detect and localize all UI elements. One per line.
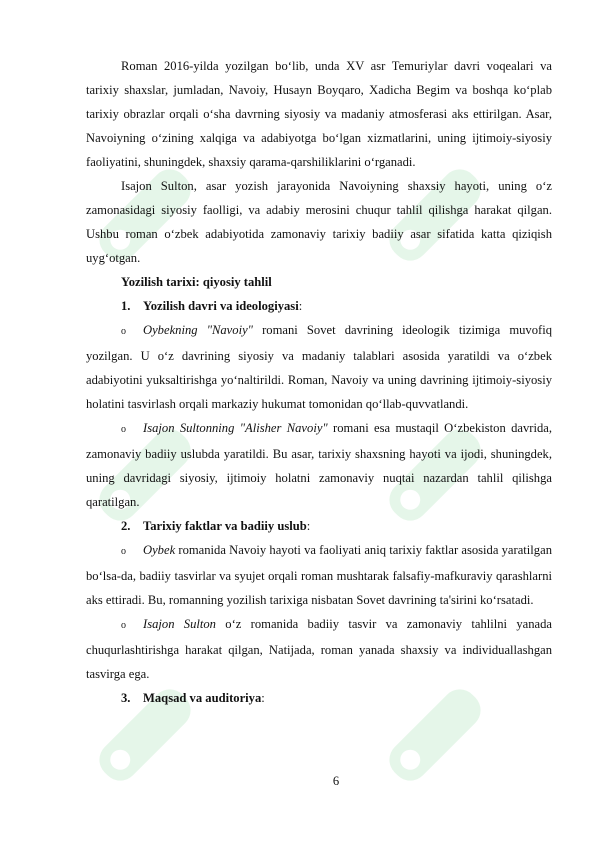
bullet-emphasis: Oybekning "Navoiy" — [143, 323, 253, 337]
bullet-emphasis: Isajon Sultonning "Alisher Navoiy" — [143, 421, 328, 435]
page-number: 6 — [332, 774, 340, 788]
item-colon: : — [261, 691, 265, 705]
bullet-paragraph — [86, 416, 552, 514]
item-title: Maqsad va auditoriya — [143, 691, 262, 705]
item-number: 3. — [121, 691, 131, 705]
bullet-paragraph — [86, 612, 552, 686]
bullet-paragraph — [86, 538, 552, 612]
item-title: Yozilish davri va ideologiyasi — [143, 299, 299, 313]
bullet-icon: o — [121, 620, 126, 631]
item-title: Tarixiy faktlar va badiiy uslub — [143, 519, 307, 533]
numbered-item — [86, 514, 552, 538]
document-body — [86, 54, 552, 710]
numbered-item — [86, 686, 552, 710]
bullet-text: o‘z romanida badiiy tasvir va zamonaviy tahlilni yanada chuqurlashtirishga harakat qilgan, Natijada, roman yanada shaxsiy va individuallashgan tasvirga ega. — [86, 617, 552, 681]
bullet-emphasis: Isajon Sulton — [143, 617, 216, 631]
numbered-item — [86, 294, 552, 318]
item-number: 1. — [121, 299, 131, 313]
item-colon: : — [298, 299, 303, 313]
bullet-text: romani esa mustaqil O‘zbekiston davrida, zamonaviy badiiy uslubda yaratildi. Bu asar, tarixiy shaxsning hayoti va ijodi, shuningdek, uning davridagi siyosiy, ijtimoiy holatni zamonaviy nuqtai nazardan tahlil qilishga qaratilgan. — [86, 421, 552, 509]
paragraph: Roman 2016-yilda yozilgan bo‘lib, unda XV asr Temuriylar davri voqealari va tarixiy shaxslar, jumladan, Navoiy, Husayn Boyqaro, Xadicha Begim va boshqa ko‘plab tarixiy obrazlar orqali o‘sha davrning siyosiy va madaniy atmosferasi aks ettirilgan. Asar, Navoiyning o‘zining xalqiga va adabiyotga bo‘lgan xizmatlarini, uning ijtimoiy-siyosiy faoliyatini, shuningdek, shaxsiy qarama-qarshiliklarini o‘rganadi. — [86, 59, 552, 169]
item-number: 2. — [121, 519, 131, 533]
bullet-icon: o — [121, 546, 126, 557]
bullet-icon: o — [121, 326, 126, 337]
bullet-text: romanida Navoiy hayoti va faoliyati aniq tarixiy faktlar asosida yaratilgan bo‘lsa-da, badiiy tasvirlar va syujet orqali roman mushtarak falsafiy-mafkuraviy qarashlarni aks ettiradi. Bu, romanning yozilish tarixiga nisbatan Sovet davrining ta'sirini ko‘rsatadi. — [86, 543, 552, 607]
section-heading: Yozilish tarixi: qiyosiy tahlil — [121, 275, 272, 289]
bullet-text: romani Sovet davrining ideologik tizimiga muvofiq yozilgan. U o‘z davrining siyosiy va madaniy talablari asosida yaratildi va o‘zbek adabiyotini yuksaltirishga yo‘naltirildi. Roman, Navoiy va uning davrining ijtimoiy-siyosiy holatini tasvirlash orqali markaziy hukumat tomonidan qo‘llab-quvvatlandi. — [86, 323, 552, 411]
item-colon: : — [306, 519, 311, 533]
paragraph: Isajon Sulton, asar yozish jarayonida Navoiyning shaxsiy hayoti, uning o‘z zamonasidagi siyosiy faolligi, va adabiy merosini chuqur tahlil qilishga harakat qilgan. Ushbu roman o‘zbek adabiyotida zamonaviy tarixiy badiiy asar sifatida katta qiziqish uyg‘otgan. — [86, 179, 552, 265]
bullet-icon: o — [121, 424, 126, 435]
bullet-emphasis: Oybek — [143, 543, 176, 557]
bullet-paragraph — [86, 318, 552, 416]
